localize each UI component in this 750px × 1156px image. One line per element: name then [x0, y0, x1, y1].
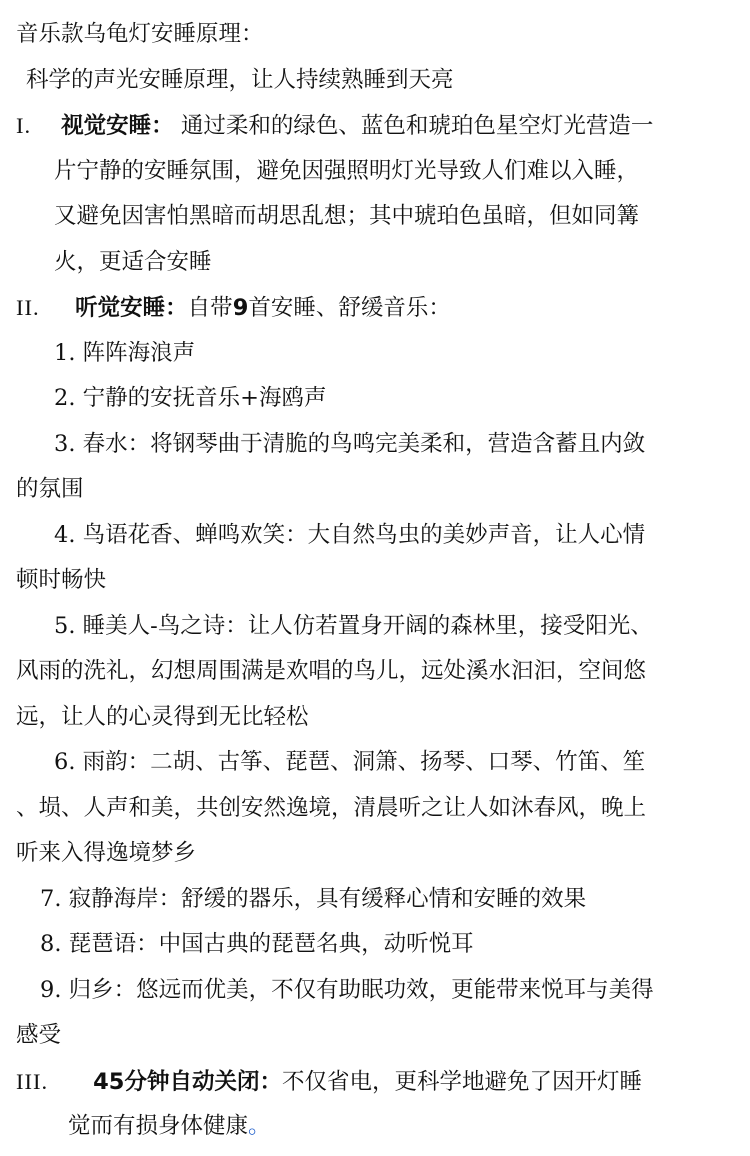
- section-3-text-line: [0, 1104, 750, 1150]
- section-1-text: 片宁静的安睡氛围，避免因强照明灯光导致人们难以入睡，: [54, 157, 640, 184]
- list-item: [0, 740, 750, 877]
- section-1-text: 又避免因害怕黑暗而胡思乱想；其中琥珀色虽暗，但如同篝: [54, 203, 640, 229]
- section-1-text: 火，更适合安睡: [54, 248, 212, 275]
- section-3-text: 觉而有损身体健康: [68, 1113, 249, 1139]
- section-2-song-count: 9: [232, 295, 249, 321]
- list-item: [0, 604, 750, 741]
- list-item: [0, 877, 750, 923]
- section-3-period: 。: [248, 1113, 271, 1139]
- section-2-heading: 听觉安睡：: [75, 295, 188, 321]
- list-item-text: 1. 阵阵海浪声: [54, 339, 196, 366]
- section-3-text: 不仅省电，更科学地避免了因开灯睡: [281, 1068, 642, 1095]
- list-item: [0, 513, 750, 604]
- section-1-heading-line: [0, 103, 750, 149]
- list-item-text: 感受: [16, 1022, 62, 1048]
- doc-title: 音乐款乌龟灯安睡原理：: [16, 21, 264, 47]
- section-2-intro: 自带: [187, 295, 233, 321]
- list-item-text: 3. 春水：将钢琴曲于清脆的鸟鸣完美柔和，营造含蓄且内敛: [54, 430, 646, 457]
- list-item-text: 顿时畅快: [16, 567, 107, 593]
- document-body: [0, 12, 750, 1150]
- section-3-heading: 45分钟自动关闭：: [93, 1068, 282, 1095]
- section-2-numeral: II.: [16, 295, 40, 320]
- section-2-heading-line: [0, 285, 750, 331]
- list-item-text: 7. 寂静海岸：舒缓的器乐，具有缓释心情和安睡的效果: [40, 885, 587, 912]
- list-item-text: 8. 琵琶语：中国古典的琵琶名典，动听悦耳: [40, 931, 474, 957]
- song-list: [0, 331, 750, 1059]
- list-item-text: 5. 睡美人-鸟之诗：让人仿若置身开阔的森林里，接受阳光、: [54, 612, 653, 639]
- list-item-text: 4. 鸟语花香、蝉鸣欢笑：大自然鸟虫的美妙声音，让人心情: [54, 521, 646, 548]
- list-item-text: 远，让人的心灵得到无比轻松: [16, 703, 309, 730]
- list-item-text: 、埙、人声和美，共创安然逸境，清晨听之让人如沐春风，晚上: [16, 794, 647, 821]
- section-1-numeral: I.: [16, 113, 32, 138]
- list-item: [0, 968, 750, 1059]
- list-item: [0, 331, 750, 377]
- list-item-text: 风雨的洗礼，幻想周围满是欢唱的鸟儿，远处溪水汩汩，空间悠: [16, 658, 647, 684]
- list-item-text: 的氛围: [16, 476, 84, 502]
- list-item-text: 6. 雨韵：二胡、古筝、琵琶、洞箫、扬琴、口琴、竹笛、笙: [54, 749, 646, 775]
- list-item-text: 9. 归乡：悠远而优美，不仅有助眠功效，更能带来悦耳与美得: [40, 976, 654, 1003]
- list-item: [0, 376, 750, 422]
- section-3-heading-line: [0, 1059, 750, 1105]
- section-2-intro: 首安睡、舒缓音乐：: [248, 295, 451, 321]
- list-item: [0, 922, 750, 968]
- list-item-text: 2. 宁静的安抚音乐+海鸥声: [54, 385, 327, 411]
- section-1-text: 通过柔和的绿色、蓝色和琥珀色星空灯光营造一: [180, 113, 654, 139]
- section-3-numeral: III.: [16, 1068, 49, 1094]
- list-item-text: 听来入得逸境梦乡: [16, 840, 197, 866]
- doc-subtitle: 科学的声光安睡原理，让人持续熟睡到天亮: [26, 66, 454, 93]
- section-1-heading: 视觉安睡：: [61, 113, 174, 139]
- list-item: [0, 422, 750, 513]
